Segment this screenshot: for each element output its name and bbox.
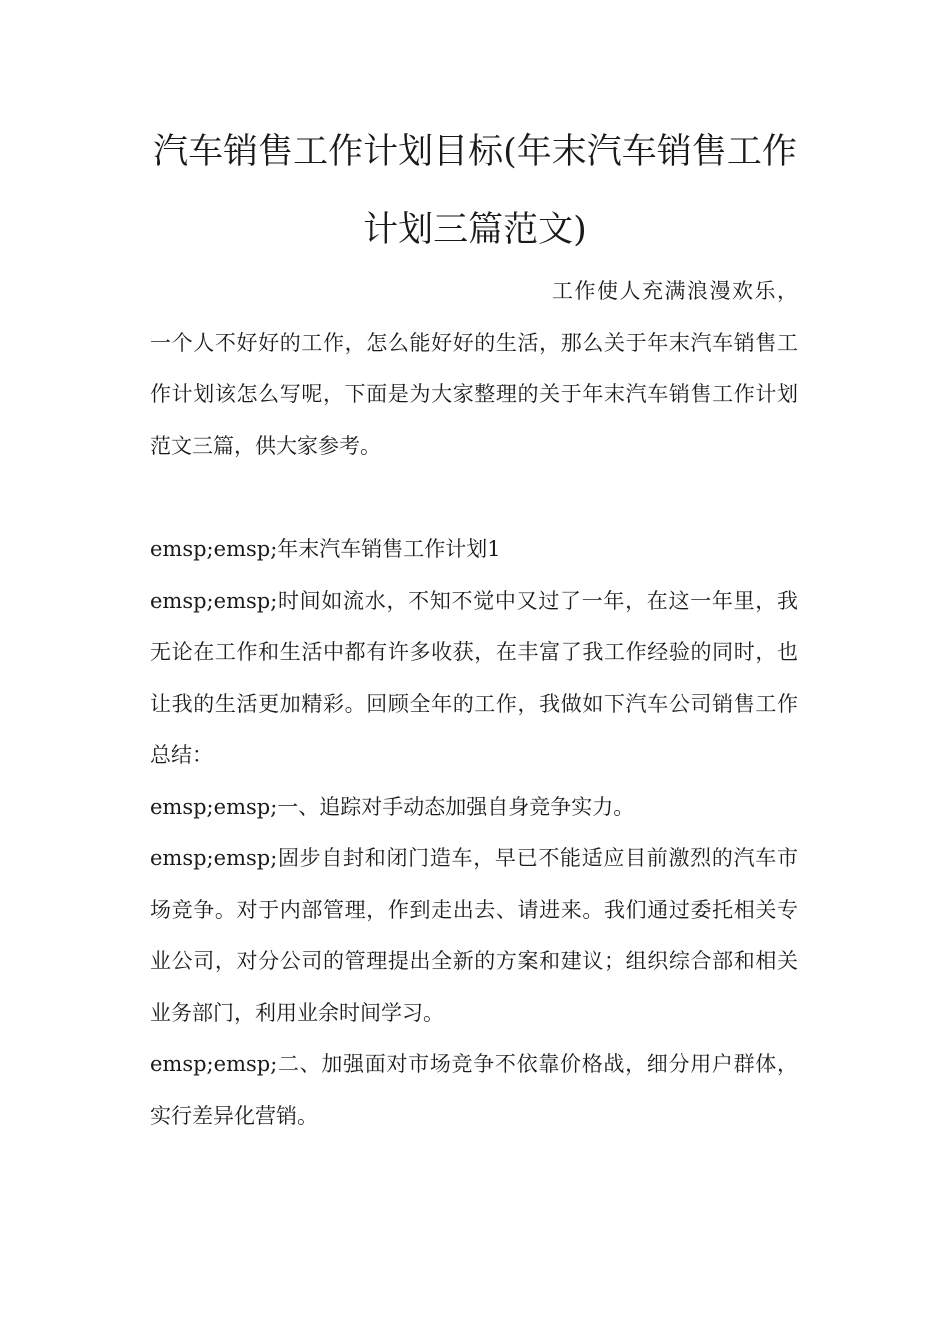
section-heading: emsp;emsp;一、追踪对手动态加强自身竞争实力。	[150, 794, 635, 819]
document-body	[150, 524, 798, 1142]
document-title: 汽车销售工作计划目标(年末汽车销售工作计划三篇范文)	[153, 132, 797, 250]
section-heading: emsp;emsp;二、加强面对市场竞争不依靠价格战，细分用户群体，实行差异化营销。	[150, 1052, 798, 1128]
intro-paragraph: 工作使人充满浪漫欢乐，一个人不好好的工作，怎么能好好的生活，那么关于年末汽车销售工作计划该怎么写呢，下面是为大家整理的关于年末汽车销售工作计划范文三篇，供大家参考。	[150, 279, 798, 458]
body-paragraph: emsp;emsp;时间如流水，不知不觉中又过了一年，在这一年里，我无论在工作和生活中都有许多收获，在丰富了我工作经验的同时，也让我的生活更加精彩。回顾全年的工作，我做如下汽车公司销售工作总结：	[150, 588, 798, 767]
section-heading: emsp;emsp;年末汽车销售工作计划1	[150, 537, 501, 561]
body-paragraph: emsp;emsp;固步自封和闭门造车，早已不能适应目前激烈的汽车市场竞争。对于内部管理，作到走出去、请进来。我们通过委托相关专业公司，对分公司的管理提出全新的方案和建议；组织综合部和相关业务部门，利用业余时间学习。	[150, 846, 798, 1025]
